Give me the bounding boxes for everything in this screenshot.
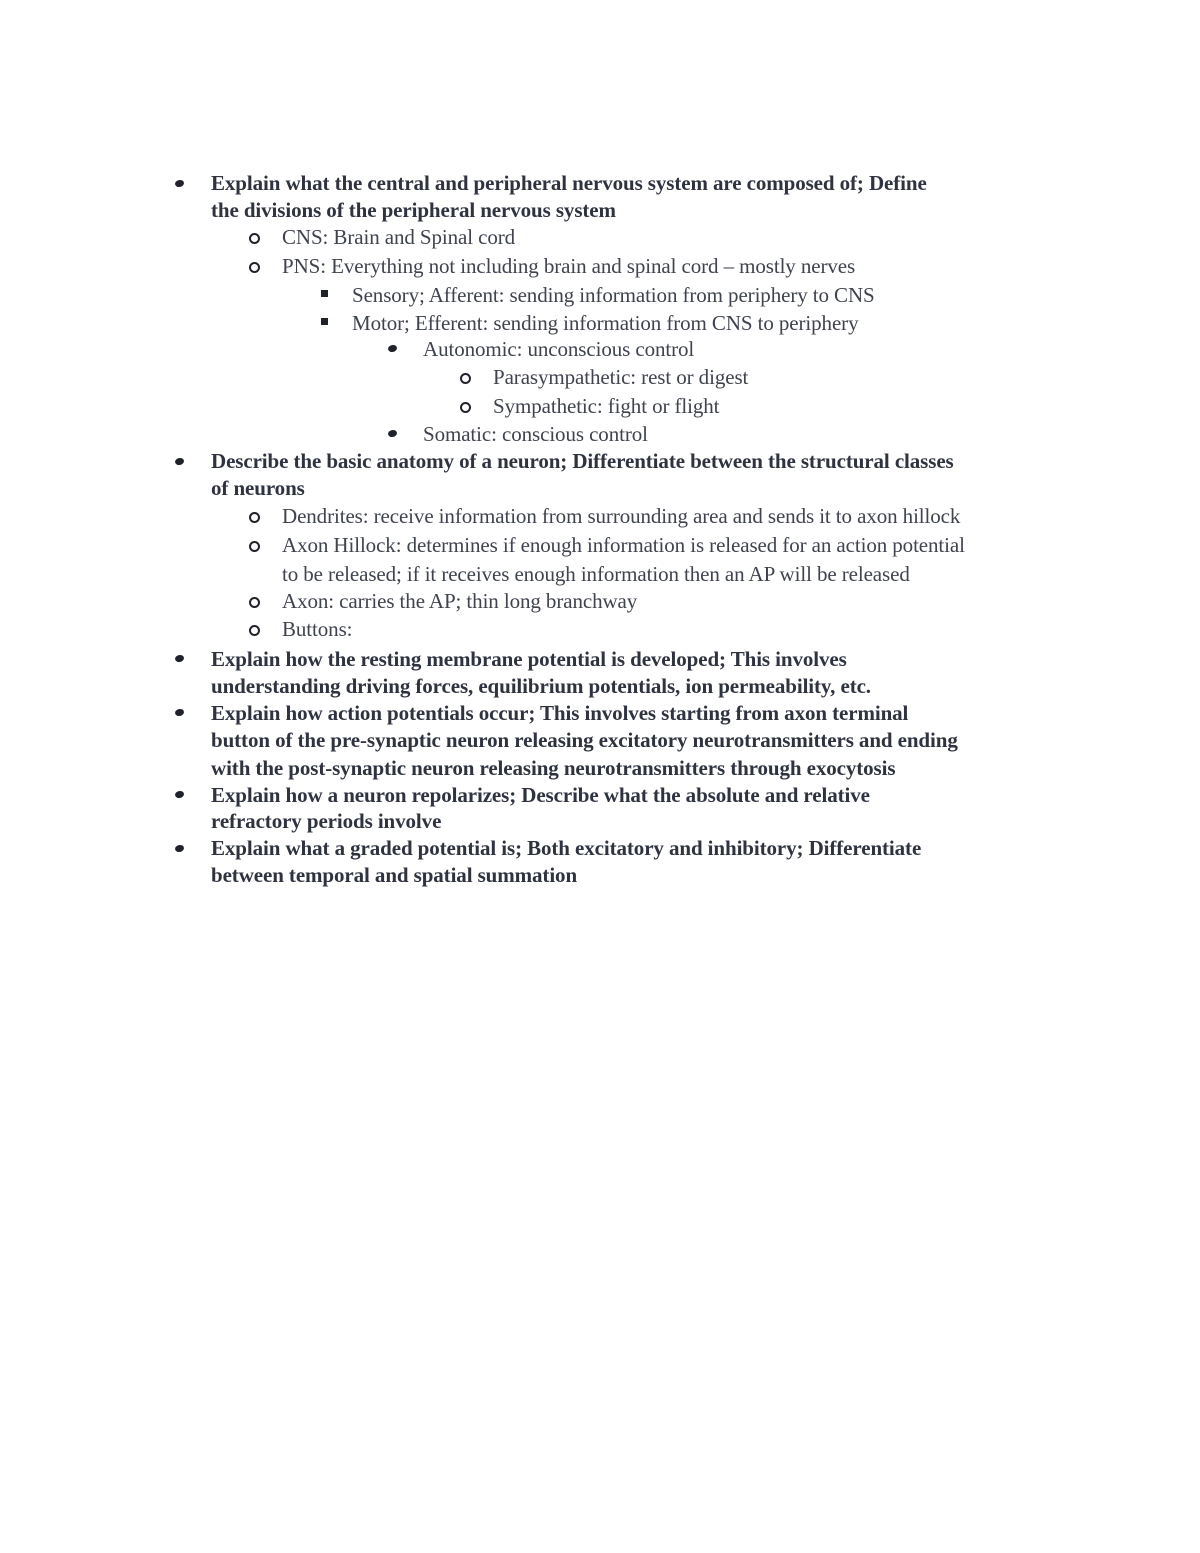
- bullet-disc-icon: [387, 344, 397, 353]
- bullet-disc-icon: [174, 457, 184, 466]
- objective-4-line-2: button of the pre-synaptic neuron releasing excitatory neurotransmitters and ending: [211, 728, 958, 752]
- objective-2-line-2: of neurons: [211, 476, 305, 500]
- parasympathetic-item: Parasympathetic: rest or digest: [493, 365, 749, 389]
- somatic-item: Somatic: conscious control: [423, 422, 648, 446]
- bullet-disc-icon: [174, 790, 184, 799]
- bullet-circle-icon: [249, 512, 260, 523]
- objective-2-line-1: Describe the basic anatomy of a neuron; Differentiate between the structural classes: [211, 449, 954, 473]
- bullet-disc-icon: [174, 654, 184, 663]
- axon-item: Axon: carries the AP; thin long branchway: [282, 589, 638, 613]
- objective-1-line-2: the divisions of the peripheral nervous system: [211, 198, 616, 222]
- bullet-disc-icon: [387, 429, 397, 438]
- cns-item: CNS: Brain and Spinal cord: [282, 225, 516, 249]
- bullet-circle-icon: [460, 402, 471, 413]
- axon-hillock-item-line-2: to be released; if it receives enough information then an AP will be released: [282, 562, 910, 586]
- bullet-square-icon: [321, 290, 328, 297]
- objective-3-line-1: Explain how the resting membrane potential is developed; This involves: [211, 647, 847, 671]
- motor-item: Motor; Efferent: sending information from CNS to periphery: [352, 311, 859, 335]
- sensory-item: Sensory; Afferent: sending information from periphery to CNS: [352, 283, 875, 307]
- autonomic-item: Autonomic: unconscious control: [423, 337, 695, 361]
- bullet-circle-icon: [249, 262, 260, 273]
- objective-1-line-1: Explain what the central and peripheral nervous system are composed of; Define: [211, 171, 927, 195]
- objective-6-line-2: between temporal and spatial summation: [211, 863, 578, 887]
- axon-hillock-item-line-1: Axon Hillock: determines if enough information is released for an action potential: [282, 533, 965, 557]
- buttons-item: Buttons:: [282, 617, 353, 641]
- bullet-disc-icon: [174, 708, 184, 717]
- bullet-circle-icon: [249, 541, 260, 552]
- bullet-circle-icon: [460, 373, 471, 384]
- sympathetic-item: Sympathetic: fight or flight: [493, 394, 720, 418]
- objective-3-line-2: understanding driving forces, equilibrium potentials, ion permeability, etc.: [211, 674, 871, 698]
- bullet-circle-icon: [249, 233, 260, 244]
- objective-4-line-3: with the post-synaptic neuron releasing neurotransmitters through exocytosis: [211, 756, 896, 780]
- objective-5-line-2: refractory periods involve: [211, 809, 442, 833]
- objective-4-line-1: Explain how action potentials occur; This involves starting from axon terminal: [211, 701, 909, 725]
- bullet-disc-icon: [174, 844, 184, 853]
- objective-6-line-1: Explain what a graded potential is; Both excitatory and inhibitory; Differentiate: [211, 836, 922, 860]
- bullet-square-icon: [321, 318, 328, 325]
- dendrites-item: Dendrites: receive information from surrounding area and sends it to axon hillock: [282, 504, 961, 528]
- bullet-disc-icon: [174, 179, 184, 188]
- pns-item: PNS: Everything not including brain and spinal cord – mostly nerves: [282, 254, 856, 278]
- bullet-circle-icon: [249, 625, 260, 636]
- bullet-circle-icon: [249, 597, 260, 608]
- objective-5-line-1: Explain how a neuron repolarizes; Describe what the absolute and relative: [211, 783, 870, 807]
